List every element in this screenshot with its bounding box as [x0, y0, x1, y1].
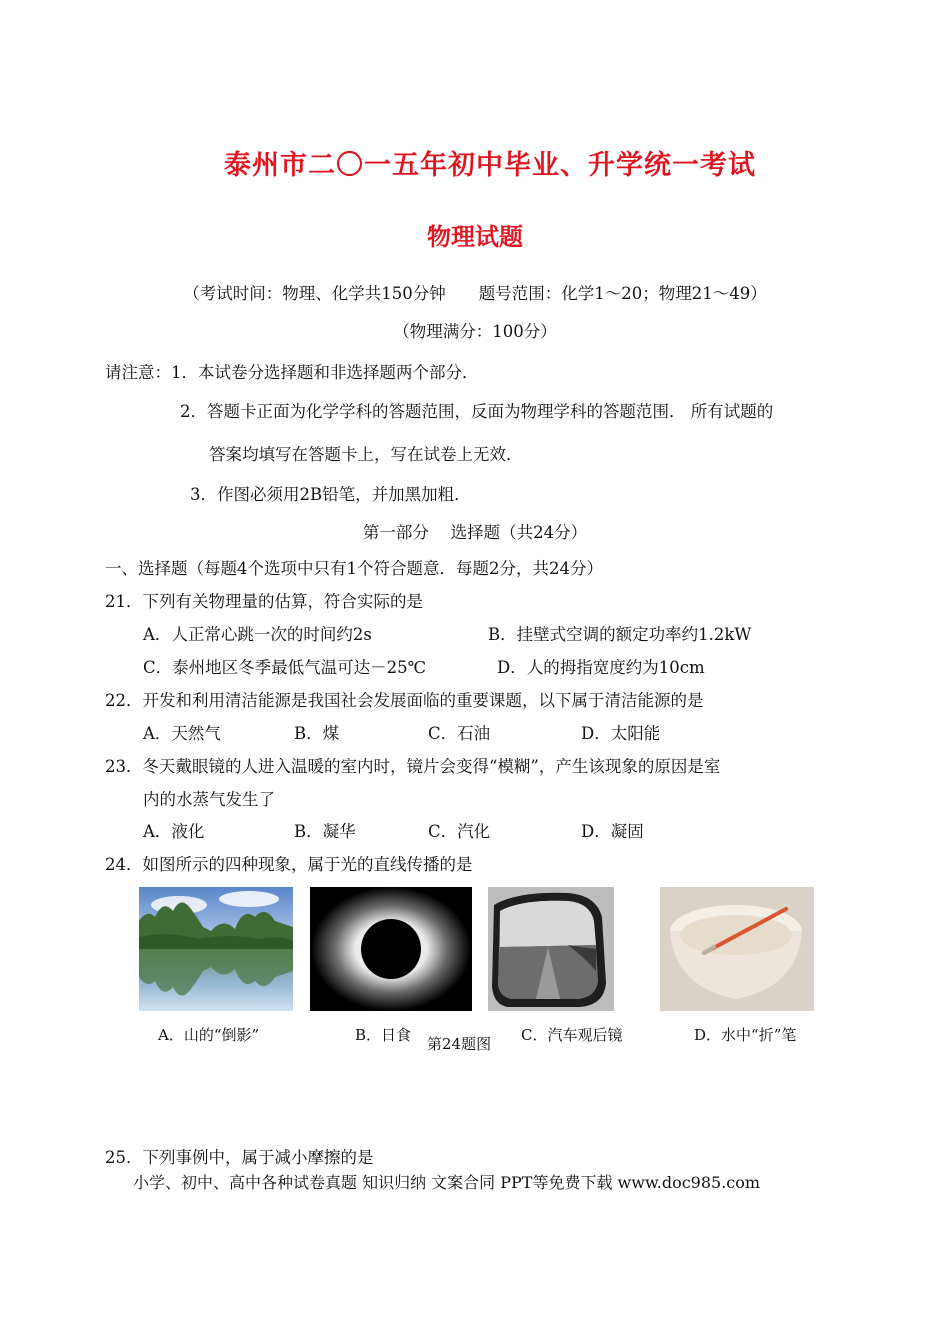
part-title: 第一部分 选择题（共24分） [362, 523, 588, 542]
question-23-stem-line-1: 23．冬天戴眼镜的人进入温暖的室内时，镜片会变得“模糊”，产生该现象的原因是室 [105, 757, 721, 776]
caption-b: B．日食 [355, 1026, 412, 1044]
question-25-stem: 25．下列事例中，属于减小摩擦的是 [105, 1148, 374, 1167]
exam-time-line: （考试时间：物理、化学共150分钟 题号范围：化学1～20；物理21～49） [183, 284, 767, 303]
question-22-option-a: A．天然气 [143, 724, 221, 743]
caption-c: C．汽车观后镜 [521, 1026, 623, 1044]
note-2-line-1: 2．答题卡正面为化学学科的答题范围，反面为物理学科的答题范围． 所有试题的 [180, 402, 774, 421]
footer-text: 小学、初中、高中各种试卷真题 知识归纳 文案合同 PPT等免费下载 www.doc985.com [133, 1173, 761, 1192]
question-21-option-c: C．泰州地区冬季最低气温可达－25℃ [143, 658, 427, 677]
exam-subtitle: 物理试题 [427, 222, 523, 251]
photo-bowl-pencil [660, 887, 814, 1011]
question-23-option-d: D．凝固 [581, 822, 644, 841]
photo-mountain-reflection [139, 887, 293, 1011]
note-1: 请注意：1．本试卷分选择题和非选择题两个部分． [105, 363, 479, 382]
question-23-stem-line-2: 内的水蒸气发生了 [143, 790, 275, 809]
question-21-option-b: B．挂壁式空调的额定功率约1.2kW [488, 625, 752, 644]
question-23-option-b: B．凝华 [294, 822, 356, 841]
question-22-option-c: C．石油 [428, 724, 491, 743]
note-2-line-2: 答案均填写在答题卡上，写在试卷上无效． [209, 445, 523, 464]
exam-score-line: （物理满分：100分） [393, 322, 557, 341]
photo-solar-eclipse [310, 887, 472, 1011]
note-3: 3．作图必须用2B铅笔，并加黑加粗． [190, 485, 471, 504]
caption-a: A．山的“倒影” [158, 1026, 260, 1044]
caption-d: D．水中“折”笔 [694, 1026, 797, 1044]
section-heading: 一、选择题（每题4个选项中只有1个符合题意．每题2分，共24分） [105, 559, 603, 578]
question-22-option-b: B．煤 [294, 724, 340, 743]
question-24-stem: 24．如图所示的四种现象，属于光的直线传播的是 [105, 855, 473, 874]
question-21-stem: 21．下列有关物理量的估算，符合实际的是 [105, 592, 423, 611]
photo-car-mirror [488, 887, 614, 1011]
question-23-option-c: C．汽化 [428, 822, 491, 841]
exam-title: 泰州市二〇一五年初中毕业、升学统一考试 [224, 150, 756, 181]
question-23-option-a: A．液化 [143, 822, 205, 841]
figure-label: 第24题图 [427, 1035, 492, 1053]
question-21-option-d: D．人的拇指宽度约为10cm [497, 658, 705, 677]
question-22-stem: 22．开发和利用清洁能源是我国社会发展面临的重要课题，以下属于清洁能源的是 [105, 691, 704, 710]
question-21-option-a: A．人正常心跳一次的时间约2s [143, 625, 372, 644]
question-22-option-d: D．太阳能 [581, 724, 661, 743]
